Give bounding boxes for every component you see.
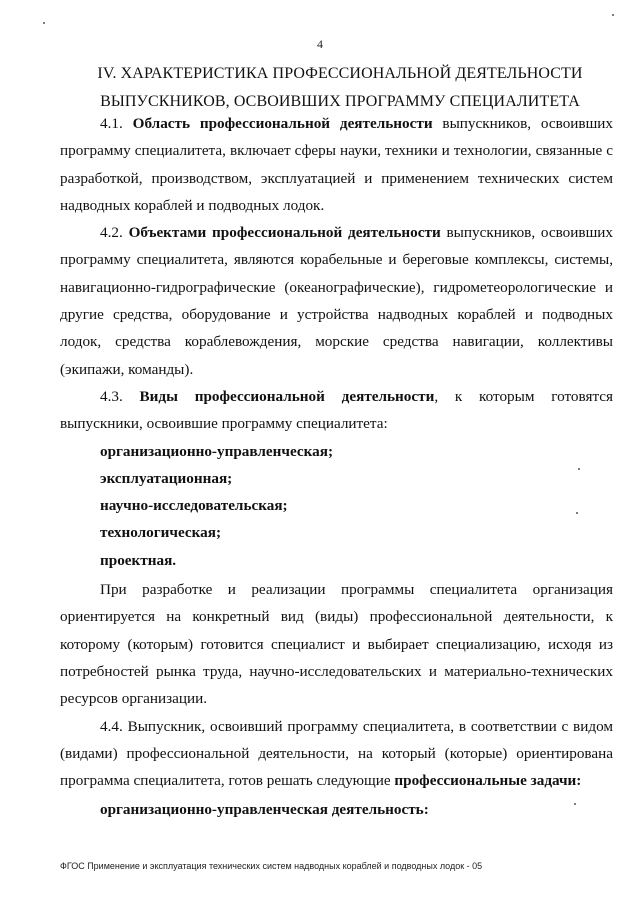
section-number-4-3: 4.3.	[100, 387, 140, 405]
term-professional-types: Виды профессиональной деятельности	[139, 387, 435, 405]
term-professional-tasks: профессиональные задачи:	[394, 772, 582, 790]
footer-note: ФГОС Применение и эксплуатация технических систем надводных кораблей и подводных лодок - 05	[60, 861, 483, 871]
scan-speck	[576, 512, 578, 514]
paragraph-4-4	[60, 713, 613, 795]
document-body	[60, 110, 613, 824]
section-number-4-1: 4.1.	[100, 115, 133, 132]
paragraph-4-2-text: выпускников, освоивших программу специалитета, являются корабельные и береговые комплексы, системы, навигационно-гидрографические (океанографические), гидрометеорологические и другие средства, оборудование и устройства надводных кораблей и подводных лодок, средства кораблевождения, морские средства навигации, коллективы (экипажи, команды).	[60, 224, 613, 378]
paragraph-4-2	[60, 219, 613, 383]
title-line-2: ВЫПУСКНИКОВ, ОСВОИВШИХ ПРОГРАММУ СПЕЦИАЛИТЕТА	[100, 93, 580, 110]
paragraph-orientation: При разработке и реализации программы специалитета организация ориентируется на конкретный вид (виды) профессиональной деятельности, к которому (которым) готовится специалист и выбирает специализацию, исходя из потребностей рынка труда, научно-исследовательских и материально-технических ресурсов организации.	[60, 581, 613, 708]
term-professional-area: Область профессиональной деятельности	[132, 115, 433, 132]
section-number-4-2: 4.2.	[100, 224, 129, 242]
paragraph-4-4-text: 4.4. Выпускник, освоивший программу специалитета, в соответствии с видом (видами) профессиональной деятельности, на который (которые) ориентирована программа специалитета, готов решать следующие	[60, 717, 613, 790]
term-professional-objects: Объектами профессиональной деятельности	[128, 224, 441, 242]
subsection-heading: организационно-управленческая деятельность:	[100, 801, 429, 819]
paragraph-4-1-text: выпускников, освоивших программу специалитета, включает сферы науки, техники и технологии, связанные с разработкой, производством, эксплуатацией и применением технических систем надводных кораблей и подводных лодок.	[60, 115, 614, 214]
page-number: 4	[317, 37, 323, 51]
paragraph-4-3-text: , к которым готовятся выпускники, освоившие программу специалитета:	[60, 387, 613, 433]
activity-type-item: технологическая;	[100, 524, 222, 542]
scan-speck	[43, 22, 45, 24]
activity-type-item: организационно-управленческая;	[100, 442, 333, 460]
scan-speck	[578, 468, 580, 470]
activity-type-item: научно-исследовательская;	[100, 497, 288, 515]
title-line-1: IV. ХАРАКТЕРИСТИКА ПРОФЕССИОНАЛЬНОЙ ДЕЯТЕЛЬНОСТИ	[97, 65, 583, 82]
activity-type-item: эксплуатационная;	[100, 469, 233, 487]
activity-type-item: проектная.	[100, 551, 177, 569]
scan-speck	[612, 14, 614, 16]
paragraph-4-3	[60, 383, 613, 438]
page-title	[60, 60, 620, 116]
paragraph-4-1	[60, 110, 613, 219]
scan-speck	[574, 803, 576, 805]
